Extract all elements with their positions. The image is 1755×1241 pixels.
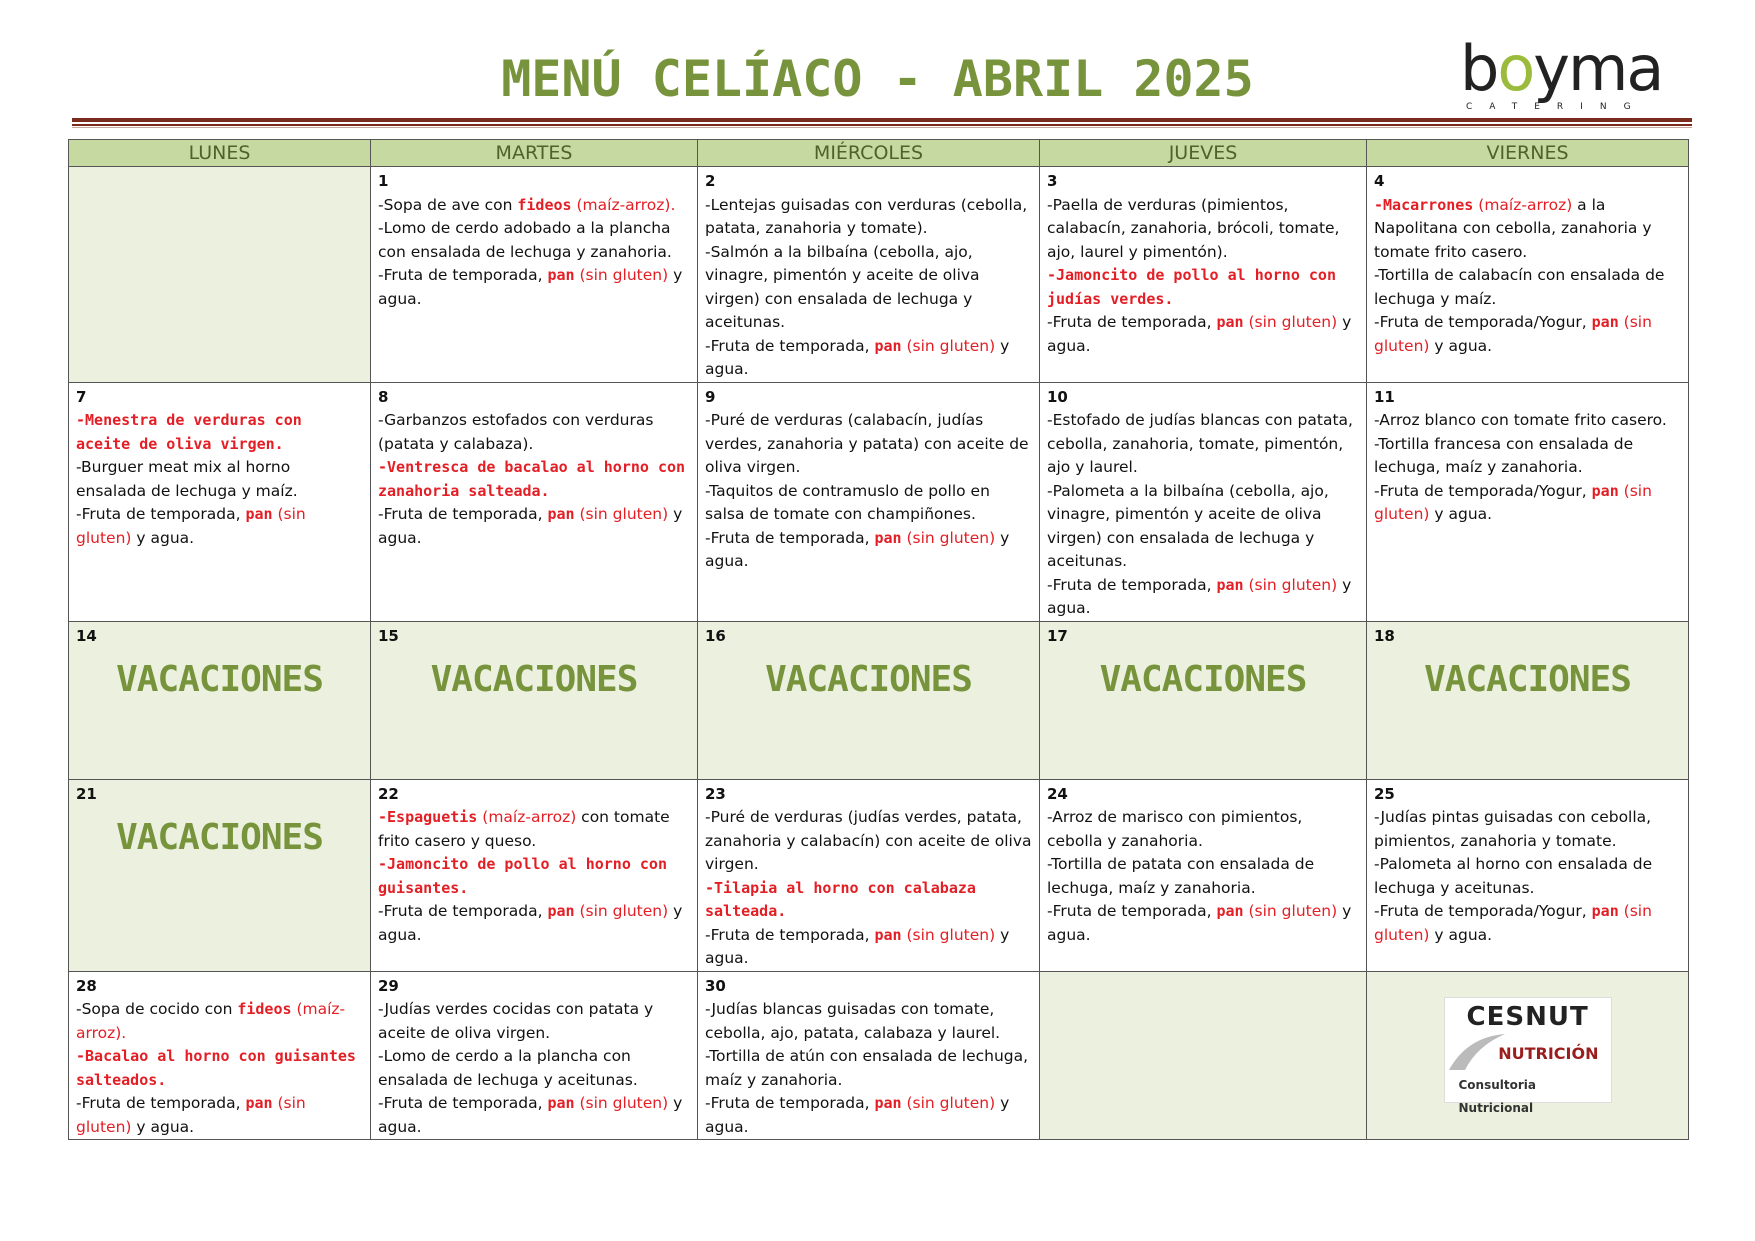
- week-row: [69, 971, 1689, 1140]
- dish-line: [76, 998, 363, 1045]
- dish-text: -Macarrones: [1374, 195, 1474, 214]
- dish-line: [378, 806, 690, 853]
- day-cell: [69, 779, 371, 971]
- day-cell: [1367, 167, 1689, 383]
- dish-text: (sin gluten): [76, 1094, 306, 1136]
- dish-text: -Fruta de temporada,: [1047, 575, 1217, 594]
- day-cell: [1040, 971, 1367, 1140]
- day-number: 9: [705, 387, 716, 406]
- day-number: 21: [76, 784, 97, 803]
- dish-line: [705, 877, 1032, 924]
- dish-line: [1047, 806, 1359, 853]
- dish-line: [1374, 480, 1681, 527]
- day-number: 2: [705, 172, 716, 190]
- dish-text: y agua.: [1429, 505, 1493, 523]
- dish-text: -Paella de verduras (pimientos, calabacín, zanahoria, brócoli, tomate, ajo, laurel y pimentón).: [1047, 195, 1340, 261]
- day-number: 28: [76, 976, 97, 995]
- dish-text: (sin gluten): [901, 925, 996, 944]
- dish-text: -Fruta de temporada,: [378, 902, 548, 920]
- dish-text: (maíz-arroz): [477, 808, 577, 826]
- dish-text: -Judías pintas guisadas con cebolla, pimientos, zanahoria y tomate.: [1374, 808, 1652, 850]
- vacation-label: VACACIONES: [430, 659, 638, 700]
- dish-line: [76, 409, 363, 456]
- dish-text: y agua.: [1047, 902, 1352, 944]
- day-number: 14: [76, 626, 97, 645]
- dish-text: -Burguer meat mix al horno ensalada de lechuga y maíz.: [76, 458, 298, 500]
- dish-line: [1374, 409, 1681, 433]
- dish-line: [1047, 853, 1359, 900]
- dish-text: -Fruta de temporada,: [76, 505, 246, 523]
- dish-text: (sin gluten): [1374, 481, 1652, 523]
- day-cell: [69, 971, 371, 1140]
- day-number: 25: [1374, 784, 1395, 803]
- dish-text: y agua.: [705, 1094, 1010, 1136]
- header-rule-mid: [72, 124, 1692, 126]
- dish-text: (maíz-arroz).: [571, 195, 676, 214]
- day-cell: [371, 167, 698, 383]
- dish-line: [1374, 311, 1681, 358]
- dish-line: [705, 527, 1032, 574]
- dish-line: [705, 194, 1032, 241]
- dish-line: [705, 409, 1032, 480]
- boyma-logo: [1460, 32, 1670, 118]
- dish-text: (sin gluten): [1374, 902, 1652, 944]
- dish-text: -Lomo de cerdo adobado a la plancha con ensalada de lechuga y zanahoria.: [378, 219, 672, 261]
- dish-line: [705, 806, 1032, 877]
- dish-line: [378, 853, 690, 900]
- dish-text: -Puré de verduras (judías verdes, patata, zanahoria y calabacín) con aceite de oliva virgen.: [705, 808, 1032, 873]
- dish-text: -Tortilla de atún con ensalada de lechuga, maíz y zanahoria.: [705, 1047, 1029, 1089]
- day-cell: [69, 621, 371, 779]
- dish-text: pan: [1591, 902, 1619, 920]
- day-number: 23: [705, 784, 726, 803]
- boyma-wordmark: boyma: [1460, 32, 1663, 105]
- day-cell: [1367, 971, 1689, 1140]
- dish-text: y agua.: [705, 925, 1010, 967]
- day-cell: [1367, 779, 1689, 971]
- dish-text: -Arroz blanco con tomate frito casero.: [1374, 411, 1667, 429]
- dish-text: -Lentejas guisadas con verduras (cebolla, patata, zanahoria y tomate).: [705, 195, 1028, 237]
- dish-text: (sin gluten): [901, 528, 996, 547]
- dish-text: pan: [547, 1094, 575, 1112]
- dish-text: -Fruta de temporada,: [378, 1094, 548, 1112]
- day-cell: [1367, 382, 1689, 621]
- dish-line: [705, 1092, 1032, 1139]
- day-cell: [698, 971, 1040, 1140]
- header-lunes: LUNES: [69, 140, 371, 167]
- dish-text: y agua.: [705, 528, 1010, 570]
- dish-text: -Garbanzos estofados con verduras (patata y calabaza).: [378, 411, 654, 453]
- dish-line: [378, 456, 690, 503]
- week-row: [69, 621, 1689, 779]
- dish-line: [76, 1045, 363, 1092]
- day-cell: [371, 621, 698, 779]
- week-row: [69, 779, 1689, 971]
- day-number: 11: [1374, 387, 1395, 406]
- dish-text: pan: [547, 902, 575, 920]
- day-number: 24: [1047, 784, 1068, 803]
- day-number: 1: [378, 172, 389, 190]
- day-number: 15: [378, 626, 399, 645]
- vacation-label: VACACIONES: [116, 659, 323, 700]
- header-jueves: JUEVES: [1040, 140, 1367, 167]
- day-cell: [371, 382, 698, 621]
- dish-text: -Taquitos de contramuslo de pollo en salsa de tomate con champiñones.: [705, 481, 990, 523]
- dish-line: [76, 1092, 363, 1139]
- dish-text: -Fruta de temporada,: [378, 505, 548, 523]
- dish-text: pan: [547, 266, 575, 284]
- dish-line: [1374, 194, 1681, 265]
- dish-text: -Jamoncito de pollo al horno con guisantes.: [378, 855, 667, 897]
- dish-text: -Estofado de judías blancas con patata, cebolla, zanahoria, tomate, pimentón, ajo y laurel.: [1047, 411, 1353, 476]
- dish-text: y agua.: [1047, 313, 1352, 355]
- day-number: 30: [705, 976, 726, 995]
- dish-text: pan: [874, 1094, 902, 1112]
- dish-text: (sin gluten): [1243, 575, 1338, 594]
- day-cell: [69, 167, 371, 383]
- dish-text: -Fruta de temporada/Yogur,: [1374, 313, 1592, 331]
- dish-text: (sin gluten): [1243, 902, 1338, 920]
- dish-text: -Espaguetis: [378, 808, 478, 826]
- day-cell: [1367, 621, 1689, 779]
- cesnut-logo: [1444, 997, 1612, 1115]
- dish-text: (sin gluten): [1243, 313, 1338, 331]
- dish-text: y agua.: [1047, 575, 1352, 617]
- dish-line: [705, 480, 1032, 527]
- day-cell: [1040, 382, 1367, 621]
- dish-text: -Fruta de temporada,: [705, 1094, 875, 1112]
- dish-line: [1047, 311, 1359, 358]
- day-cell: [1040, 167, 1367, 383]
- day-cell: [698, 779, 1040, 971]
- cesnut-name: CESNUT: [1466, 1001, 1589, 1032]
- dish-text: (sin gluten): [1374, 313, 1652, 355]
- dish-line: [378, 194, 690, 218]
- day-number: 4: [1374, 172, 1385, 190]
- dish-text: -Fruta de temporada/Yogur,: [1374, 902, 1592, 920]
- vacation-label: VACACIONES: [765, 659, 972, 700]
- dish-text: pan: [1591, 313, 1619, 331]
- dish-text: y agua.: [378, 266, 683, 308]
- dish-line: [378, 503, 690, 550]
- menu-body: [69, 167, 1689, 1140]
- dish-text: pan: [874, 336, 902, 355]
- dish-line: [705, 241, 1032, 335]
- dish-text: y agua.: [1429, 336, 1493, 355]
- day-number: 17: [1047, 626, 1068, 645]
- dish-text: fideos: [237, 1000, 292, 1018]
- day-number: 10: [1047, 387, 1068, 406]
- week-row: [69, 382, 1689, 621]
- dish-text: pan: [1216, 902, 1244, 920]
- dish-text: -Sopa de ave con: [378, 195, 518, 214]
- dish-line: [1374, 853, 1681, 900]
- dish-text: (maíz-arroz).: [76, 1000, 346, 1042]
- dish-text: (sin gluten): [901, 336, 996, 355]
- dish-text: -Sopa de cocido con: [76, 1000, 238, 1018]
- dish-text: pan: [874, 528, 902, 547]
- dish-text: y agua.: [705, 336, 1010, 378]
- dish-text: -Tortilla de patata con ensalada de lechuga, maíz y zanahoria.: [1047, 855, 1315, 897]
- dish-text: pan: [874, 925, 902, 944]
- day-cell: [698, 621, 1040, 779]
- vacation-label: VACACIONES: [1424, 659, 1631, 700]
- dish-line: [705, 1045, 1032, 1092]
- dish-text: pan: [1591, 481, 1619, 500]
- cesnut-sub: NUTRICIÓN: [1498, 1043, 1599, 1063]
- dish-text: y agua.: [378, 505, 683, 547]
- day-cell: [1040, 621, 1367, 779]
- dish-text: pan: [245, 505, 273, 523]
- dish-text: -Salmón a la bilbaína (cebolla, ajo, vinagre, pimentón y aceite de oliva virgen) con ensalada de lechuga y aceitunas.: [705, 242, 980, 331]
- dish-line: [378, 264, 690, 311]
- header-miercoles: MIÉRCOLES: [698, 140, 1040, 167]
- vacation-label: VACACIONES: [1099, 659, 1307, 700]
- header-rule-thin: [72, 127, 1692, 128]
- dish-line: [1047, 264, 1359, 311]
- dish-text: -Judías verdes cocidas con patata y aceite de oliva virgen.: [378, 1000, 654, 1042]
- dish-text: pan: [1216, 313, 1244, 331]
- cesnut-tagline: Consultoria Nutricional: [1458, 1077, 1537, 1115]
- dish-text: y agua.: [378, 1094, 683, 1136]
- dish-text: -Jamoncito de pollo al horno con judías verdes.: [1047, 266, 1336, 308]
- dish-text: -Fruta de temporada,: [76, 1094, 246, 1112]
- dish-text: -Bacalao al horno con guisantes salteados.: [76, 1047, 356, 1089]
- dish-line: [378, 900, 690, 947]
- dish-text: pan: [1216, 575, 1244, 594]
- dish-text: -Fruta de temporada/Yogur,: [1374, 481, 1592, 500]
- page-title: MENÚ CELÍACO - ABRIL 2025: [501, 50, 1254, 108]
- dish-text: -Fruta de temporada,: [378, 266, 548, 284]
- dish-text: -Fruta de temporada,: [1047, 313, 1217, 331]
- dish-text: y agua.: [131, 528, 195, 547]
- dish-line: [76, 456, 363, 503]
- day-cell: [371, 779, 698, 971]
- dish-text: con tomate frito casero y queso.: [378, 808, 670, 850]
- dish-line: [378, 1045, 690, 1092]
- header-viernes: VIERNES: [1367, 140, 1689, 167]
- vacation-label: VACACIONES: [116, 817, 323, 858]
- day-number: 3: [1047, 172, 1058, 190]
- dish-text: -Fruta de temporada,: [705, 528, 875, 547]
- dish-line: [1374, 900, 1681, 947]
- day-cell: [698, 382, 1040, 621]
- dish-line: [378, 217, 690, 264]
- dish-line: [1047, 194, 1359, 265]
- dish-text: y agua.: [378, 902, 683, 944]
- dish-text: pan: [245, 1094, 273, 1112]
- dish-text: (sin gluten): [76, 505, 306, 547]
- dish-text: (maíz-arroz): [1473, 195, 1573, 214]
- dish-text: -Menestra de verduras con aceite de oliva virgen.: [76, 411, 302, 453]
- dish-text: -Fruta de temporada,: [705, 336, 875, 355]
- dish-text: -Tilapia al horno con calabaza salteada.: [705, 878, 976, 920]
- dish-text: (sin gluten): [901, 1094, 996, 1112]
- dish-text: -Puré de verduras (calabacín, judías verdes, zanahoria y patata) con aceite de oliva virgen.: [705, 411, 1029, 476]
- dish-text: y agua.: [1429, 925, 1493, 944]
- day-number: 22: [378, 784, 399, 803]
- dish-line: [1047, 574, 1359, 621]
- dish-text: (sin gluten): [574, 505, 669, 523]
- week-row: [69, 167, 1689, 383]
- day-cell: [698, 167, 1040, 383]
- dish-text: (sin gluten): [574, 902, 669, 920]
- dish-line: [705, 924, 1032, 971]
- dish-line: [1374, 264, 1681, 311]
- day-number: 7: [76, 387, 87, 406]
- dish-line: [705, 335, 1032, 382]
- day-number: 16: [705, 626, 726, 645]
- header-rule-thick: [72, 118, 1692, 122]
- dish-text: -Fruta de temporada,: [1047, 902, 1217, 920]
- dish-text: -Ventresca de bacalao al horno con zanahoria salteada.: [378, 458, 686, 500]
- dish-line: [378, 1092, 690, 1139]
- header-martes: MARTES: [371, 140, 698, 167]
- day-cell: [1040, 779, 1367, 971]
- dish-line: [1374, 806, 1681, 853]
- menu-table: [68, 139, 1689, 1140]
- dish-text: -Tortilla de calabacín con ensalada de lechuga y maíz.: [1374, 266, 1665, 308]
- weekday-header-row: [69, 140, 1689, 167]
- dish-line: [378, 409, 690, 456]
- dish-line: [1047, 480, 1359, 574]
- day-cell: [69, 382, 371, 621]
- dish-text: -Lomo de cerdo a la plancha con ensalada de lechuga y aceitunas.: [378, 1047, 638, 1089]
- day-number: 8: [378, 387, 389, 406]
- dish-text: (sin gluten): [574, 1094, 669, 1112]
- dish-text: pan: [547, 505, 575, 523]
- dish-text: -Fruta de temporada,: [705, 925, 875, 944]
- dish-text: -Palometa a la bilbaína (cebolla, ajo, vinagre, pimentón y aceite de oliva virgen) con ensalada de lechuga y aceitunas.: [1047, 481, 1329, 570]
- dish-line: [1047, 409, 1359, 480]
- dish-text: y agua.: [131, 1117, 195, 1136]
- dish-line: [1374, 433, 1681, 480]
- dish-line: [378, 998, 690, 1045]
- dish-line: [76, 503, 363, 550]
- dish-text: -Judías blancas guisadas con tomate, cebolla, ajo, patata, calabaza y laurel.: [705, 1000, 1001, 1042]
- dish-line: [1047, 900, 1359, 947]
- dish-text: -Arroz de marisco con pimientos, cebolla y zanahoria.: [1047, 808, 1303, 850]
- dish-text: (sin gluten): [574, 266, 669, 284]
- dish-text: -Tortilla francesa con ensalada de lechuga, maíz y zanahoria.: [1374, 434, 1634, 476]
- dish-text: -Palometa al horno con ensalada de lechuga y aceitunas.: [1374, 855, 1653, 897]
- boyma-subtitle: CATERING: [1466, 102, 1648, 112]
- day-number: 18: [1374, 626, 1395, 645]
- day-number: 29: [378, 976, 399, 995]
- dish-text: a la Napolitana con cebolla, zanahoria y tomate frito casero.: [1374, 195, 1652, 261]
- day-cell: [371, 971, 698, 1140]
- dish-text: fideos: [517, 195, 572, 214]
- dish-line: [705, 998, 1032, 1045]
